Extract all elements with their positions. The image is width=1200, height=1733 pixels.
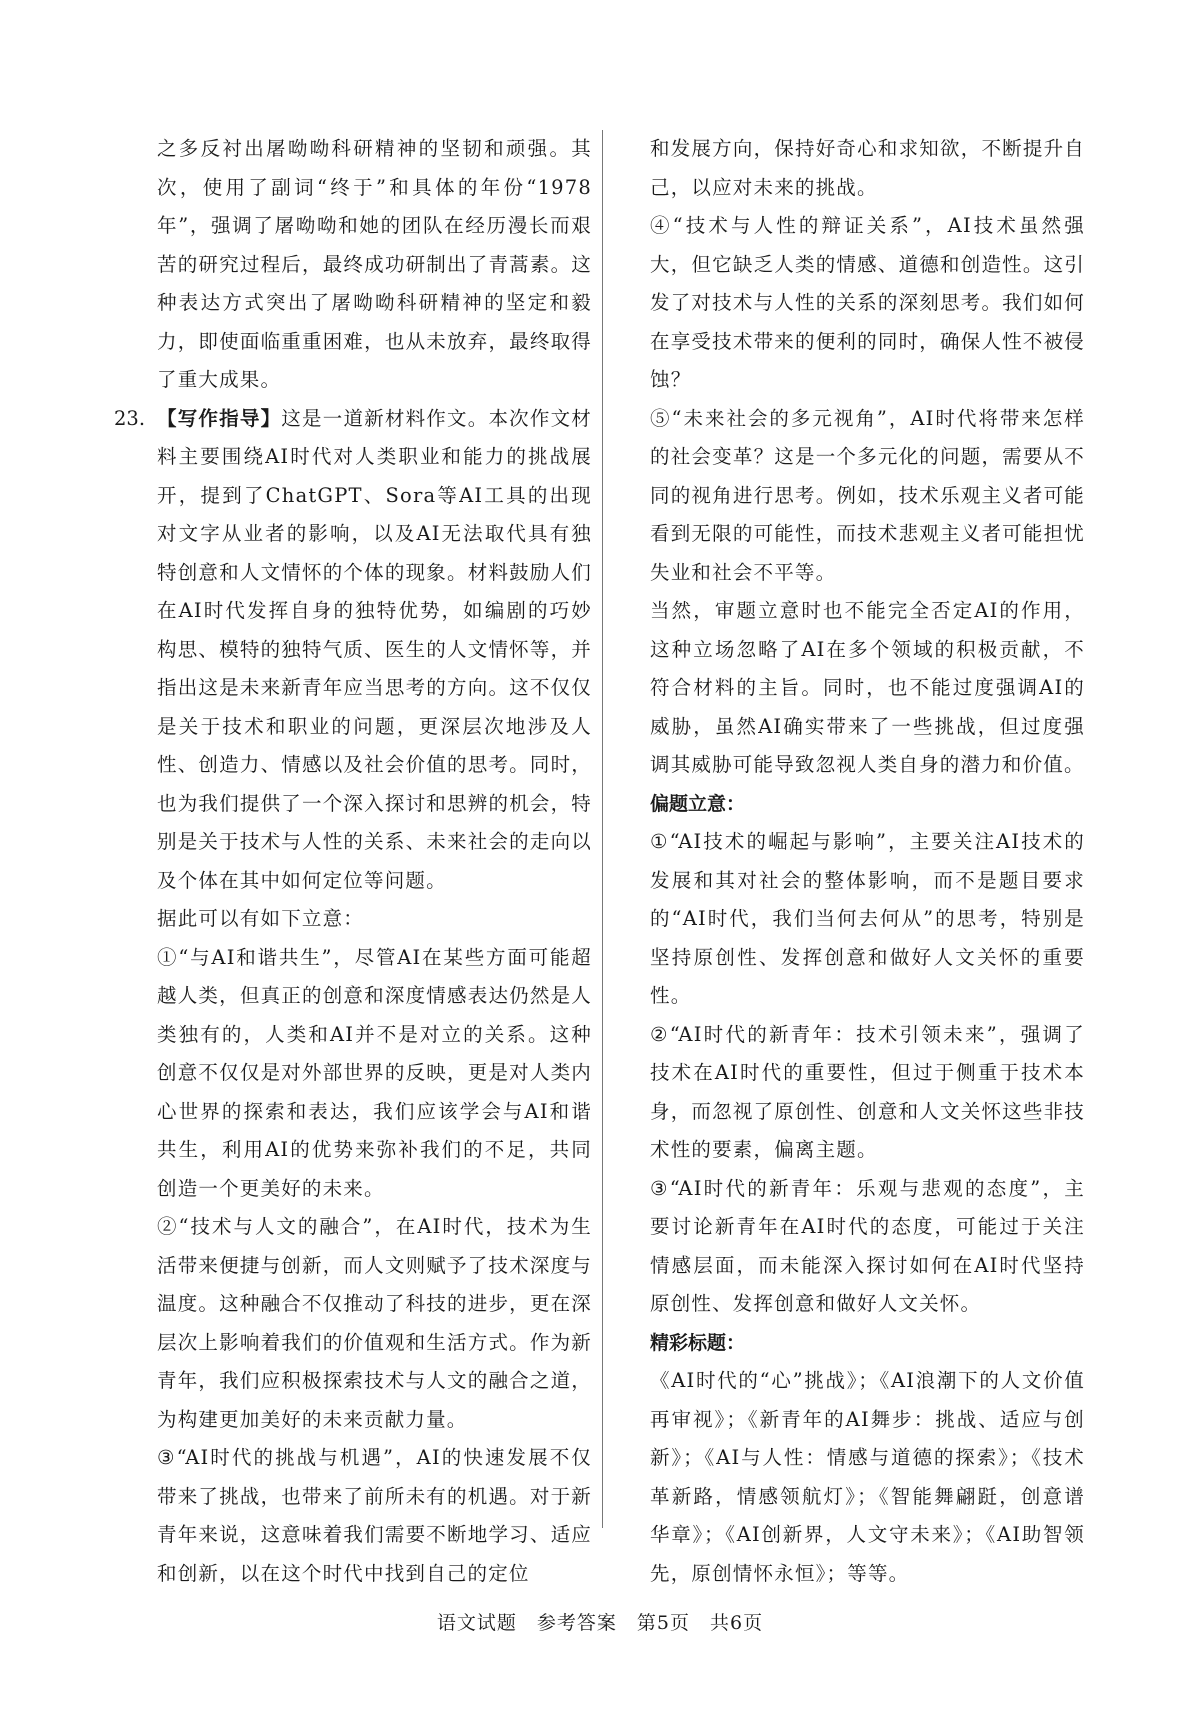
writing-guide-label: 【写作指导】 [157,406,282,430]
theme-item-2: ②“技术与人文的融合”，在AI时代，技术为生活带来便捷与创新，而人文则赋予了技术深度与温度。这种融合不仅推动了科技的进步，更在深层次上影响着我们的价值观和生活方式。作为新青年，我们应积极探索技术与人文的融合之道，为构建更加美好的未来贡献力量。 [157,1215,592,1431]
page-footer: 语文试题 参考答案 第5页 共6页 [436,1612,764,1634]
titles-list: 《AI时代的“心”挑战》；《AI浪潮下的人文价值再审视》；《新青年的AI舞步：挑战、适应与创新》；《AI与人性：情感与道德的探索》；《技术革新路，情感领航灯》；《智能舞翩跹，创意谱华章》；《AI创新界，人文守未来》；《AI助智领先，原创情怀永恒》；等等。 [650,1369,1085,1585]
left-column [114,130,592,1593]
paragraph-q22-continuation: 之多反衬出屠呦呦科研精神的坚韧和顽强。其次，使用了副词“终于”和具体的年份“1978年”，强调了屠呦呦和她的团队在经历漫长而艰苦的研究过程后，最终成功研制出了青蒿素。这种表达方式突出了屠呦呦科研精神的坚定和毅力，即使面临重重困难，也从未放弃，最终取得了重大成果。 [157,137,592,391]
column-divider [602,130,603,1528]
theme-item-3-continuation: 和发展方向，保持好奇心和求知欲，不断提升自己，以应对未来的挑战。 [650,137,1085,199]
writing-guide-text: 这是一道新材料作文。本次作文材料主要围绕AI时代对人类职业和能力的挑战展开，提到了ChatGPT、Sora等AI工具的出现对文字从业者的影响，以及AI无法取代具有独特创意和人文情怀的个体的现象。材料鼓励人们在AI时代发挥自身的独特优势，如编剧的巧妙构思、模特的独特气质、医生的人文情怀等，并指出这是未来新青年应当思考的方向。这不仅仅是关于技术和职业的问题，更深层次地涉及人性、创造力、情感以及社会价值的思考。同时，也为我们提供了一个深入探讨和思辨的机会，特别是关于技术与人性的关系、未来社会的走向以及个体在其中如何定位等问题。 [157,406,592,892]
off-topic-heading: 偏题立意： [650,792,746,815]
theme-item-4: ④“技术与人性的辩证关系”，AI技术虽然强大，但它缺乏人类的情感、道德和创造性。这引发了对技术与人性的关系的深刻思考。我们如何在享受技术带来的便利的同时，确保人性不被侵蚀？ [650,214,1085,391]
off-topic-item-1: ①“AI技术的崛起与影响”，主要关注AI技术的发展和其对社会的整体影响，而不是题目要求的“AI时代，我们当何去何从”的思考，特别是坚持原创性、发挥创意和做好人文关怀的重要性。 [650,830,1085,1007]
right-column [650,130,1085,1593]
off-topic-item-3: ③“AI时代的新青年：乐观与悲观的态度”，主要讨论新青年在AI时代的态度，可能过于关注情感层面，而未能深入探讨如何在AI时代坚持原创性、发挥创意和做好人文关怀。 [650,1176,1085,1315]
question-23-block [114,400,592,901]
theme-item-5: ⑤“未来社会的多元视角”，AI时代将带来怎样的社会变革？这是一个多元化的问题，需要从不同的视角进行思考。例如，技术乐观主义者可能看到无限的可能性，而技术悲观主义者可能担忧失业和社会不平等。 [650,406,1085,584]
off-topic-item-2: ②“AI时代的新青年：技术引领未来”，强调了技术在AI时代的重要性，但过于侧重于技术本身，而忽视了原创性、创意和人文关怀这些非技术性的要素，偏离主题。 [650,1022,1085,1161]
writing-guide-paragraph [157,400,592,901]
theme-item-3: ③“AI时代的挑战与机遇”，AI的快速发展不仅带来了挑战，也带来了前所未有的机遇。对于新青年来说，这意味着我们需要不断地学习、适应和创新，以在这个时代中找到自己的定位 [157,1446,592,1585]
question-number: 23. [114,406,146,430]
theme-intro: 据此可以有如下立意： [157,907,365,930]
titles-heading: 精彩标题： [650,1331,746,1354]
caution-paragraph: 当然，审题立意时也不能完全否定AI的作用，这种立场忽略了AI在多个领域的积极贡献，不符合材料的主旨。同时，也不能过度强调AI的威胁，虽然AI确实带来了一些挑战，但过度强调其威胁可能导致忽视人类自身的潜力和价值。 [650,599,1085,776]
theme-item-1: ①“与AI和谐共生”，尽管AI在某些方面可能超越人类，但真正的创意和深度情感表达仍然是人类独有的，人类和AI并不是对立的关系。这种创意不仅仅是对外部世界的反映，更是对人类内心世界的探索和表达，我们应该学会与AI和谐共生，利用AI的优势来弥补我们的不足，共同创造一个更美好的未来。 [157,945,592,1200]
